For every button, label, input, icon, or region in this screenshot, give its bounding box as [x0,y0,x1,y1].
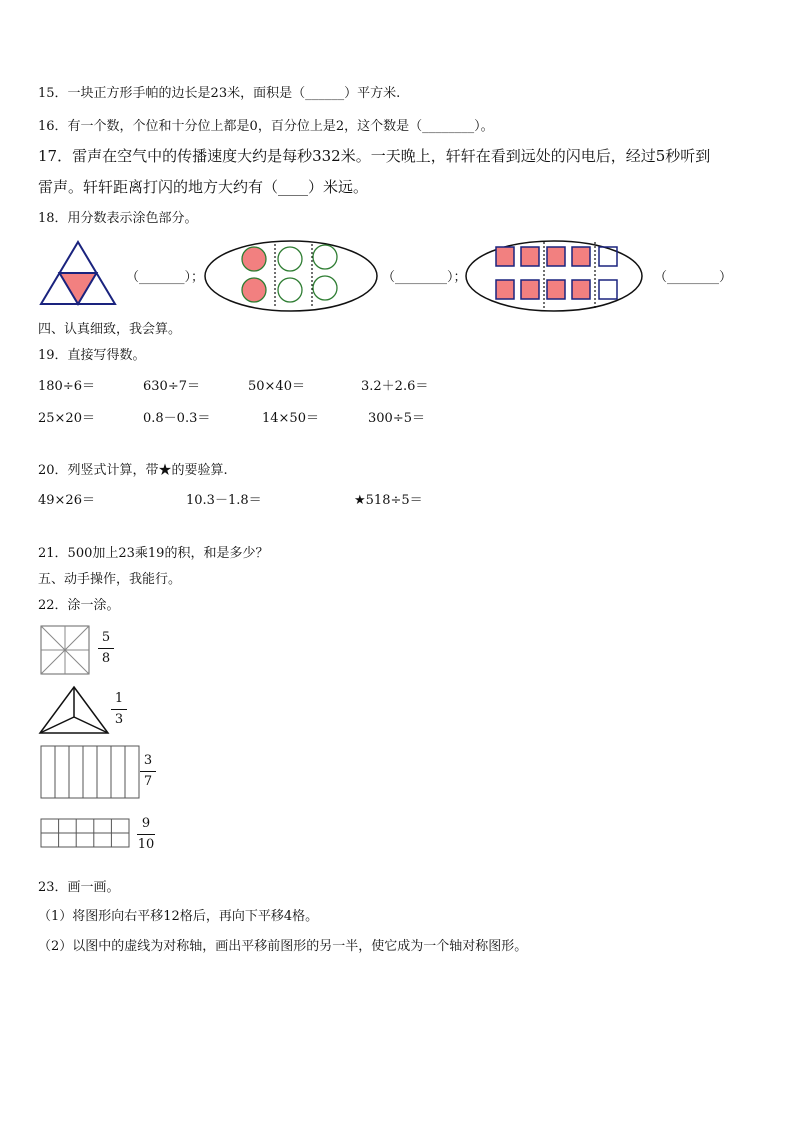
q22-triangle-thirds-figure [38,685,110,735]
q19-item: 630÷7＝ [143,379,200,394]
denominator: 3 [114,712,124,727]
q19-item: 50×40＝ [248,379,305,394]
question-21: 21．500加上23乘19的积，和是多少？ [38,546,269,561]
numerator: 9 [141,816,151,831]
q20-item: 10.3－1.8＝ [186,493,262,508]
question-22: 22．涂一涂。 [38,598,120,613]
question-20: 20．列竖式计算，带★的要验算. [38,463,228,478]
question-15: 15．一块正方形手帕的边长是23米，面积是（______）平方米. [38,86,401,101]
q22-rectangle-tenths-figure [40,818,132,850]
q18-answer-blank-3[interactable]: （________） [654,270,733,285]
q22-fraction-1 [96,629,116,668]
q19-item: 0.8－0.3＝ [143,411,211,426]
q19-item: 300÷5＝ [368,411,425,426]
section-4-heading: 四、认真细致，我会算。 [38,322,182,337]
numerator: 3 [143,753,153,768]
numerator: 1 [114,691,124,706]
q18-answer-blank-1[interactable]: （_______）； [126,270,205,285]
q18-oval-squares-figure [464,238,644,314]
q19-item: 180÷6＝ [38,379,95,394]
q22-fraction-4 [135,815,157,854]
q18-triangle-figure [38,238,118,308]
q18-answer-blank-2[interactable]: （________）； [382,270,467,285]
question-23-part-1: （1）将图形向右平移12格后，再向下平移4格。 [38,909,319,924]
q22-fraction-3 [138,752,158,791]
denominator: 7 [143,774,153,789]
q20-item: ★518÷5＝ [354,493,423,508]
question-23: 23．画一画。 [38,880,120,895]
q20-item: 49×26＝ [38,493,95,508]
q18-oval-circles-figure [203,238,379,314]
denominator: 10 [137,837,155,852]
section-5-heading: 五、动手操作，我能行。 [38,572,182,587]
q22-rectangle-sevenths-figure [40,745,140,799]
question-17-line-2: 雷声。轩轩距离打闪的地方大约有（____）米远。 [38,178,369,196]
denominator: 8 [101,651,111,666]
q22-square-eighths-figure [40,625,90,675]
question-23-part-2: （2）以图中的虚线为对称轴，画出平移前图形的另一半，使它成为一个轴对称图形。 [38,939,528,954]
question-16: 16．有一个数，个位和十分位上都是0，百分位上是2，这个数是（________）。 [38,119,494,134]
q19-item: 14×50＝ [262,411,319,426]
q19-item: 3.2＋2.6＝ [361,379,429,394]
q22-fraction-2 [109,690,129,729]
q19-item: 25×20＝ [38,411,95,426]
question-19: 19．直接写得数。 [38,348,146,363]
question-18: 18．用分数表示涂色部分。 [38,211,198,226]
numerator: 5 [101,630,111,645]
question-17-line-1: 17．雷声在空气中的传播速度大约是每秒332米。一天晚上，轩轩在看到远处的闪电后，经过5秒听到 [38,147,711,165]
